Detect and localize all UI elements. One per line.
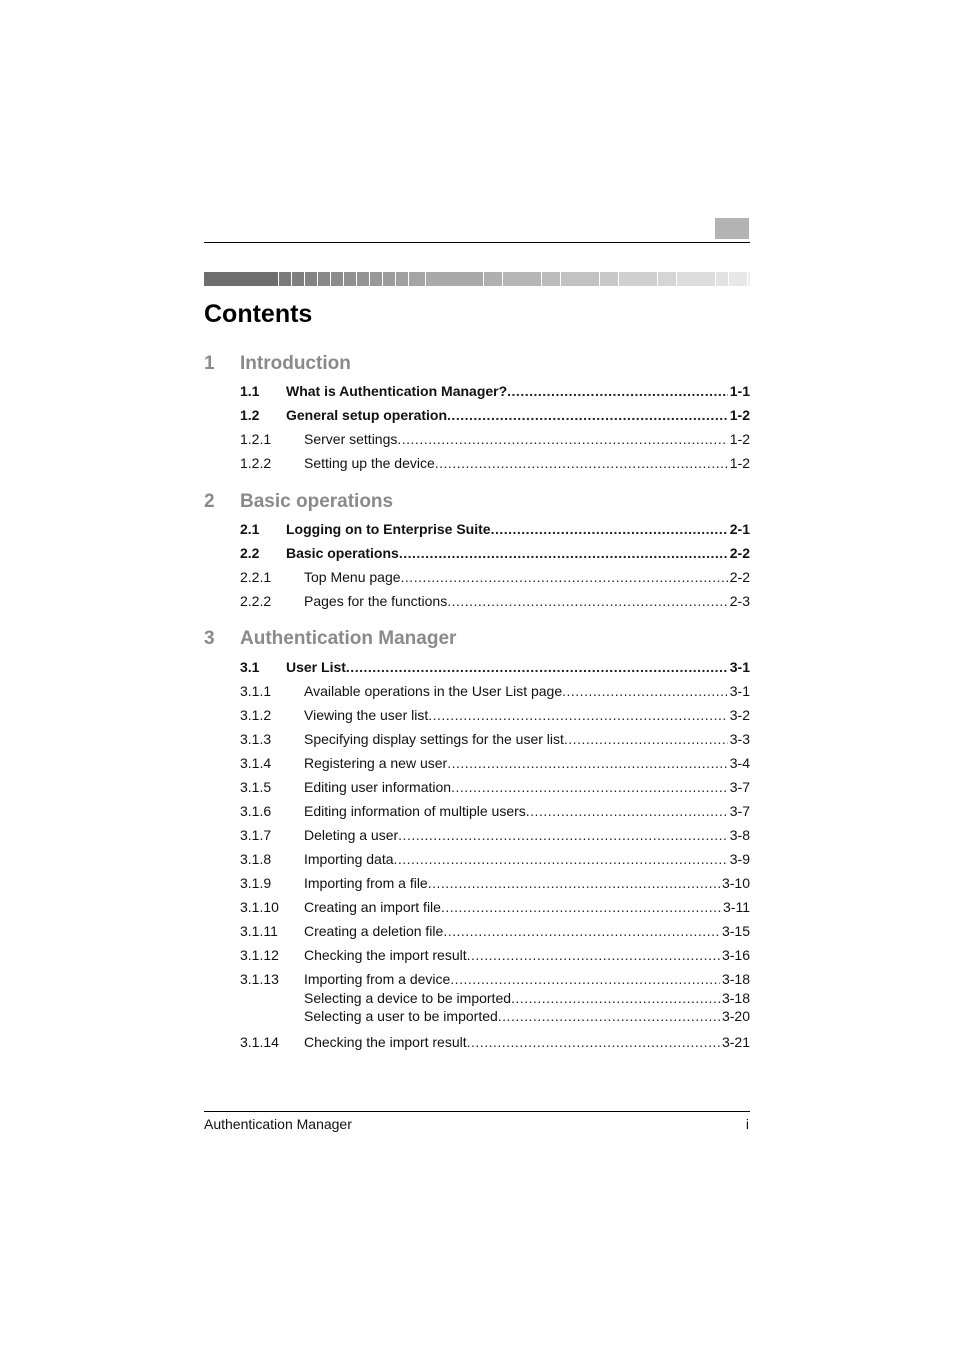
toc-entry-page: 2-1 bbox=[729, 521, 750, 537]
toc-entry-title: Editing user information bbox=[304, 779, 452, 795]
decorative-bar-segment bbox=[600, 272, 618, 286]
toc-entry[interactable] bbox=[240, 923, 750, 939]
decorative-bar-segment bbox=[677, 272, 715, 286]
dot-leader bbox=[562, 683, 728, 699]
dot-leader bbox=[443, 923, 720, 939]
toc-entry[interactable] bbox=[240, 827, 750, 843]
dot-leader bbox=[447, 593, 728, 609]
toc-entry-page: 3-18 bbox=[721, 990, 750, 1006]
dot-leader bbox=[564, 731, 728, 747]
toc-entry-title: Importing from a file bbox=[304, 875, 428, 891]
toc-entry-title: Basic operations bbox=[286, 545, 399, 561]
toc-entry[interactable] bbox=[240, 521, 750, 537]
toc-entry-number: 1.1 bbox=[240, 383, 260, 399]
toc-entry-number: 3.1.4 bbox=[240, 755, 272, 771]
decorative-bar-segment bbox=[396, 272, 408, 286]
toc-entry-leader bbox=[304, 923, 750, 939]
toc-entry-title: What is Authentication Manager? bbox=[286, 383, 508, 399]
toc-entry-leader bbox=[304, 803, 750, 819]
top-rule bbox=[204, 242, 750, 243]
decorative-bar-segment bbox=[318, 272, 330, 286]
toc-entry-page: 3-16 bbox=[721, 947, 750, 963]
decorative-bar-segment bbox=[383, 272, 395, 286]
toc-entry-page: 3-11 bbox=[723, 899, 750, 915]
page-title: Contents bbox=[204, 300, 313, 328]
dot-leader bbox=[401, 569, 728, 585]
decorative-bar-segment bbox=[357, 272, 369, 286]
dot-leader bbox=[441, 899, 721, 915]
toc-entry-title: Importing from a device bbox=[304, 971, 451, 987]
toc-entry-page: 2-2 bbox=[729, 545, 750, 561]
toc-entry-title: Top Menu page bbox=[304, 569, 401, 585]
toc-entry-title: Specifying display settings for the user list bbox=[304, 731, 564, 747]
toc-entry-page: 3-2 bbox=[729, 707, 750, 723]
corner-tab bbox=[715, 218, 749, 239]
toc-entry-number: 3.1.8 bbox=[240, 851, 272, 867]
toc-entry-number: 3.1.12 bbox=[240, 947, 279, 963]
toc-entry-number: 3.1.9 bbox=[240, 875, 272, 891]
dot-leader bbox=[399, 545, 728, 561]
toc-entry-title: User List bbox=[286, 659, 346, 675]
toc-entry-number: 2.1 bbox=[240, 521, 260, 537]
toc-entry[interactable] bbox=[240, 875, 750, 891]
toc-entry[interactable] bbox=[240, 851, 750, 867]
toc-entry[interactable] bbox=[240, 455, 750, 471]
toc-entry-leader bbox=[304, 569, 750, 585]
decorative-bar-segment bbox=[426, 272, 483, 286]
toc-entry[interactable] bbox=[240, 731, 750, 747]
toc-entry-number: 3.1.11 bbox=[240, 923, 278, 939]
chapter-number: 3 bbox=[204, 628, 215, 649]
toc-entry[interactable] bbox=[240, 990, 750, 1006]
toc-entry[interactable] bbox=[240, 431, 750, 447]
dot-leader bbox=[491, 521, 728, 537]
toc-entry-page: 3-10 bbox=[721, 875, 750, 891]
toc-entry-number: 3.1.2 bbox=[240, 707, 272, 723]
toc-entry[interactable] bbox=[240, 383, 750, 399]
toc-entry-title: Checking the import result bbox=[304, 1034, 467, 1050]
dot-leader bbox=[397, 431, 727, 447]
toc-entry[interactable] bbox=[240, 971, 750, 987]
toc-entry-page: 3-20 bbox=[721, 1008, 750, 1024]
decorative-bar-segment bbox=[658, 272, 676, 286]
toc-entry-number: 1.2 bbox=[240, 407, 260, 423]
dot-leader bbox=[450, 971, 720, 987]
decorative-bar-segment bbox=[279, 272, 291, 286]
decorative-bar-segment bbox=[729, 272, 747, 286]
decorative-bar-segment bbox=[305, 272, 317, 286]
toc-entry-title: Checking the import result bbox=[304, 947, 467, 963]
toc-entry-number: 3.1.3 bbox=[240, 731, 272, 747]
toc-entry-leader bbox=[304, 827, 750, 843]
toc-entry-page: 3-3 bbox=[729, 731, 750, 747]
decorative-bar-segment bbox=[503, 272, 541, 286]
toc-entry-number: 3.1.1 bbox=[240, 683, 272, 699]
toc-entry-page: 3-4 bbox=[729, 755, 750, 771]
toc-entry-number: 1.2.1 bbox=[240, 431, 272, 447]
dot-leader bbox=[511, 990, 720, 1006]
chapter-title: Basic operations bbox=[240, 491, 394, 512]
toc-entry-leader bbox=[304, 990, 750, 1006]
toc-entry-leader bbox=[304, 851, 750, 867]
toc-entry-number: 1.2.2 bbox=[240, 455, 272, 471]
toc-entry-page: 2-3 bbox=[729, 593, 750, 609]
toc-entry-leader bbox=[304, 593, 750, 609]
decorative-bar-segment bbox=[542, 272, 560, 286]
decorative-bar-segment bbox=[344, 272, 356, 286]
toc-entry-leader bbox=[304, 971, 750, 987]
toc-entry[interactable] bbox=[240, 947, 750, 963]
toc-entry-title: Editing information of multiple users bbox=[304, 803, 526, 819]
toc-entry-page: 3-9 bbox=[729, 851, 750, 867]
dot-leader bbox=[428, 707, 728, 723]
toc-entry-title: Importing data bbox=[304, 851, 394, 867]
toc-entry-leader bbox=[304, 1008, 750, 1024]
dot-leader bbox=[526, 803, 728, 819]
toc-entry-title: Deleting a user bbox=[304, 827, 399, 843]
toc-entry-leader bbox=[304, 683, 750, 699]
toc-entry-title: Registering a new user bbox=[304, 755, 448, 771]
decorative-bar-segment bbox=[716, 272, 728, 286]
toc-entry[interactable] bbox=[240, 803, 750, 819]
toc-entry-number: 3.1.5 bbox=[240, 779, 272, 795]
dot-leader bbox=[498, 1008, 720, 1024]
chapter-heading[interactable] bbox=[204, 490, 750, 514]
toc-entry-title: Pages for the functions bbox=[304, 593, 448, 609]
toc-entry[interactable] bbox=[240, 755, 750, 771]
toc-entry-leader bbox=[304, 707, 750, 723]
toc-entry[interactable] bbox=[240, 659, 750, 675]
dot-leader bbox=[467, 947, 720, 963]
toc-entry-page: 3-15 bbox=[721, 923, 750, 939]
toc-entry-number: 3.1.6 bbox=[240, 803, 272, 819]
toc-entry-number: 3.1 bbox=[240, 659, 260, 675]
toc-entry-title: General setup operation bbox=[286, 407, 448, 423]
toc-entry-page: 2-2 bbox=[729, 569, 750, 585]
toc-entry-title: Selecting a user to be imported bbox=[304, 1008, 498, 1024]
toc-entry-leader bbox=[304, 779, 750, 795]
decorative-bar-segment bbox=[292, 272, 304, 286]
toc-entry-page: 1-1 bbox=[729, 383, 750, 399]
toc-entry-number: 3.1.14 bbox=[240, 1034, 279, 1050]
chapter-title: Authentication Manager bbox=[240, 628, 457, 649]
toc-entry-leader bbox=[304, 899, 750, 915]
toc-entry-title: Selecting a device to be imported bbox=[304, 990, 512, 1006]
toc-entry-leader bbox=[304, 947, 750, 963]
toc-entry-leader bbox=[286, 383, 750, 399]
toc-entry-page: 1-2 bbox=[729, 407, 750, 423]
dot-leader bbox=[346, 659, 728, 675]
toc-entry[interactable] bbox=[240, 569, 750, 585]
dot-leader bbox=[447, 755, 728, 771]
toc-entry[interactable] bbox=[240, 899, 750, 915]
chapter-number: 1 bbox=[204, 353, 215, 374]
toc-entry-number: 2.2 bbox=[240, 545, 260, 561]
toc-entry-number: 3.1.13 bbox=[240, 971, 279, 987]
dot-leader bbox=[398, 827, 728, 843]
dot-leader bbox=[447, 407, 728, 423]
decorative-bar-segment bbox=[370, 272, 382, 286]
toc-entry-leader bbox=[286, 659, 750, 675]
toc-entry-page: 3-8 bbox=[729, 827, 750, 843]
footer-title: Authentication Manager bbox=[204, 1116, 352, 1132]
decorative-bar-segment bbox=[331, 272, 343, 286]
toc-entry-number: 2.2.2 bbox=[240, 593, 272, 609]
dot-leader bbox=[507, 383, 728, 399]
decorative-bar-segment bbox=[748, 272, 750, 286]
toc-entry-leader bbox=[304, 731, 750, 747]
toc-entry[interactable] bbox=[240, 779, 750, 795]
toc-entry-leader bbox=[286, 521, 750, 537]
decorative-bar bbox=[204, 272, 750, 286]
toc-entry[interactable] bbox=[240, 1008, 750, 1024]
toc-entry[interactable] bbox=[240, 1034, 750, 1050]
toc-entry-page: 3-1 bbox=[729, 683, 750, 699]
toc-entry-leader bbox=[304, 431, 750, 447]
dot-leader bbox=[451, 779, 728, 795]
decorative-bar-segment bbox=[561, 272, 599, 286]
toc-entry-page: 3-21 bbox=[721, 1034, 750, 1050]
footer-page-number: i bbox=[745, 1116, 749, 1132]
footer-rule bbox=[204, 1111, 750, 1112]
chapter-heading[interactable] bbox=[204, 352, 750, 376]
dot-leader bbox=[467, 1034, 720, 1050]
toc-entry-number: 3.1.10 bbox=[240, 899, 279, 915]
chapter-number: 2 bbox=[204, 491, 215, 512]
chapter-title: Introduction bbox=[240, 353, 351, 374]
decorative-bar-segment bbox=[204, 272, 278, 286]
toc-entry[interactable] bbox=[240, 545, 750, 561]
toc-entry[interactable] bbox=[240, 593, 750, 609]
toc-entry-leader bbox=[304, 875, 750, 891]
decorative-bar-segment bbox=[619, 272, 657, 286]
toc-entry-title: Server settings bbox=[304, 431, 398, 447]
toc-entry-title: Creating a deletion file bbox=[304, 923, 444, 939]
dot-leader bbox=[394, 851, 728, 867]
toc-entry-title: Logging on to Enterprise Suite bbox=[286, 521, 491, 537]
decorative-bar-segment bbox=[409, 272, 425, 286]
toc-entry-page: 1-2 bbox=[729, 431, 750, 447]
toc-entry-leader bbox=[304, 755, 750, 771]
toc-entry-number: 2.2.1 bbox=[240, 569, 272, 585]
dot-leader bbox=[435, 455, 728, 471]
toc-entry[interactable] bbox=[240, 407, 750, 423]
chapter-heading[interactable] bbox=[204, 627, 750, 651]
toc-entry-title: Available operations in the User List page bbox=[304, 683, 563, 699]
toc-entry-page: 3-18 bbox=[721, 971, 750, 987]
toc-entry-leader bbox=[304, 1034, 750, 1050]
toc-entry[interactable] bbox=[240, 707, 750, 723]
toc-entry-number: 3.1.7 bbox=[240, 827, 272, 843]
toc-entry-title: Setting up the device bbox=[304, 455, 435, 471]
dot-leader bbox=[428, 875, 720, 891]
toc-entry-page: 3-7 bbox=[729, 779, 750, 795]
toc-entry-leader bbox=[304, 455, 750, 471]
toc-entry-page: 3-7 bbox=[729, 803, 750, 819]
toc-entry-page: 1-2 bbox=[729, 455, 750, 471]
toc-entry-title: Creating an import file bbox=[304, 899, 441, 915]
toc-entry-title: Viewing the user list bbox=[304, 707, 429, 723]
decorative-bar-segment bbox=[484, 272, 502, 286]
toc-entry-page: 3-1 bbox=[729, 659, 750, 675]
toc-entry-leader bbox=[286, 545, 750, 561]
toc-entry-leader bbox=[286, 407, 750, 423]
toc-entry[interactable] bbox=[240, 683, 750, 699]
